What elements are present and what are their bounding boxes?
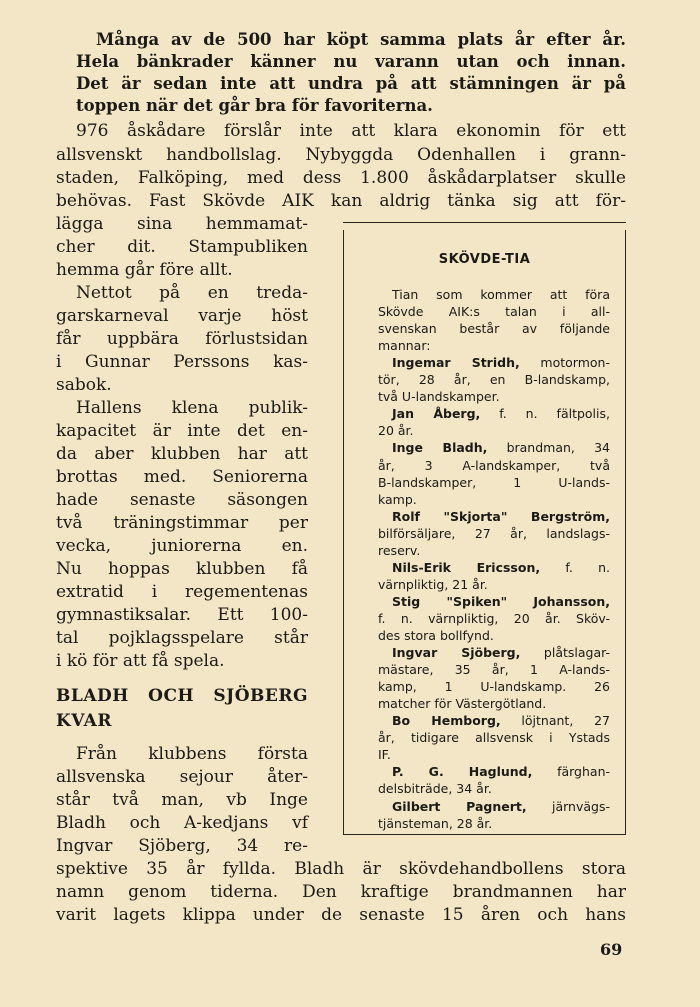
roster-line: två U-landskamper.	[378, 389, 500, 405]
body-line: spektive 35 år fyllda. Bladh är skövdehandbollens stora	[56, 859, 626, 879]
player-name: Nils-Erik Ericsson,	[392, 559, 541, 575]
roster-line: f. n. värnpliktig, 20 år. Sköv-	[378, 610, 610, 626]
column-line: da aber klubben har att	[56, 444, 308, 464]
roster-line: P. G. Haglund, färghan-	[392, 764, 611, 780]
box-top-rule	[343, 222, 626, 223]
roster-line: 20 år.	[378, 423, 414, 439]
roster-line: Ingemar Stridh, motormon-	[392, 355, 610, 371]
column-line: i Gunnar Perssons kas-	[56, 352, 308, 372]
column-line: hemma går före allt.	[56, 260, 233, 280]
roster-line: matcher för Västergötland.	[378, 696, 547, 712]
column-line: Från klubbens första	[76, 744, 308, 764]
roster-line: Gilbert Pagnert, järnvägs-	[392, 798, 610, 814]
column-line: Ingvar Sjöberg, 34 re-	[56, 836, 308, 856]
roster-line: Bo Hemborg, löjtnant, 27	[392, 713, 610, 729]
column-line: sabok.	[56, 375, 112, 395]
lead-line: Det är sedan inte att undra på att stämningen är på	[76, 74, 626, 93]
roster-line: mästare, 35 år, 1 A-lands-	[378, 662, 610, 678]
body-line: varit lagets klippa under de senaste 15 åren och hans	[56, 905, 626, 925]
body-line: namn genom tiderna. Den kraftige brandmannen har	[56, 882, 626, 902]
body-line: behövas. Fast Skövde AIK kan aldrig tänka sig att för-	[56, 191, 626, 211]
player-name: Rolf "Skjorta" Bergström,	[392, 508, 610, 524]
lead-line: Hela bänkrader känner nu varann utan och innan.	[76, 52, 626, 71]
player-name: Jan Åberg,	[392, 406, 481, 422]
roster-line: Tian som kommer att föra	[392, 287, 610, 302]
column-line: i kö för att få spela.	[56, 651, 225, 671]
column-line: kapacitet är inte det en-	[56, 421, 308, 441]
roster-line: Skövde AIK:s talan i all-	[378, 304, 610, 320]
roster-line	[392, 594, 610, 609]
column-line: brottas med. Seniorerna	[56, 467, 308, 487]
roster-line: kamp.	[378, 491, 417, 507]
roster-line: år, tidigare allsvensk i Ystads	[378, 730, 610, 746]
roster-line: Nils-Erik Ericsson, f. n.	[392, 559, 611, 575]
roster-box	[343, 230, 626, 835]
column-line: gymnastiksalar. Ett 100-	[56, 605, 308, 625]
column-line: Nu hoppas klubben få	[56, 559, 308, 579]
column-line: allsvenska sejour åter-	[56, 767, 308, 787]
roster-line: reserv.	[378, 542, 421, 558]
column-line: tal pojklagsspelare står	[56, 628, 308, 648]
roster-line: des stora bollfynd.	[378, 628, 494, 643]
lead-line: Många av de 500 har köpt samma plats år efter år.	[96, 30, 626, 49]
column-line: extratid i regementenas	[56, 582, 308, 602]
player-name: P. G. Haglund,	[392, 764, 533, 780]
roster-line: kamp, 1 U-landskamp. 26	[378, 679, 610, 695]
body-line: staden, Falköping, med dess 1.800 åskådarplatser skulle	[56, 168, 626, 188]
heading-line: KVAR	[56, 711, 112, 731]
roster-line: Jan Åberg, f. n. fältpolis,	[392, 406, 610, 422]
column-line: vecka, juniorerna en.	[56, 536, 308, 556]
roster-line: tör, 28 år, en B-landskamp,	[378, 372, 610, 388]
roster-line: Ingvar Sjöberg, plåtslagar-	[392, 645, 610, 661]
column-line: får uppbära förlustsidan	[56, 329, 308, 349]
column-line: står två man, vb Inge	[56, 790, 308, 810]
roster-line: Inge Bladh, brandman, 34	[392, 440, 610, 456]
column-line: garskarneval varje höst	[56, 306, 308, 326]
roster-line: år, 3 A-landskamper, två	[378, 457, 610, 473]
page-number: 69	[600, 940, 623, 959]
lead-line: toppen när det går bra för favoriterna.	[76, 96, 433, 115]
heading-line: BLADH OCH SJÖBERG	[56, 686, 308, 706]
roster-line: IF.	[378, 747, 391, 763]
box-title: SKÖVDE-TIA	[438, 252, 531, 267]
roster-line: delsbiträde, 34 år.	[378, 781, 492, 797]
column-line: Hallens klena publik-	[76, 398, 308, 418]
column-line: lägga sina hemmamat-	[56, 214, 308, 234]
player-name: Bo Hemborg,	[392, 713, 501, 729]
player-name: Inge Bladh,	[392, 440, 488, 456]
roster-line: svenskan består av följande	[378, 321, 610, 337]
column-line: två träningstimmar per	[56, 513, 308, 533]
roster-line	[392, 509, 610, 524]
roster-line: värnpliktig, 21 år.	[378, 576, 488, 592]
body-line: 976 åskådare förslår inte att klara ekonomin för ett	[76, 121, 626, 141]
player-name: Stig "Spiken" Johansson,	[392, 593, 610, 609]
roster-line: B-landskamper, 1 U-lands-	[378, 474, 610, 490]
column-line: Bladh och A-kedjans vf	[56, 813, 308, 833]
player-name: Ingvar Sjöberg,	[392, 645, 521, 661]
player-name: Gilbert Pagnert,	[392, 798, 527, 814]
roster-line: tjänsteman, 28 år.	[378, 815, 493, 831]
roster-line: mannar:	[378, 338, 431, 354]
column-line: cher dit. Stampubliken	[56, 237, 308, 257]
roster-line: bilförsäljare, 27 år, landslags-	[378, 525, 610, 541]
column-line: Nettot på en treda-	[76, 283, 308, 303]
body-line: allsvenskt handbollslag. Nybyggda Odenhallen i grann-	[56, 145, 626, 165]
player-name: Ingemar Stridh,	[392, 355, 520, 371]
column-line: hade senaste säsongen	[56, 490, 308, 510]
